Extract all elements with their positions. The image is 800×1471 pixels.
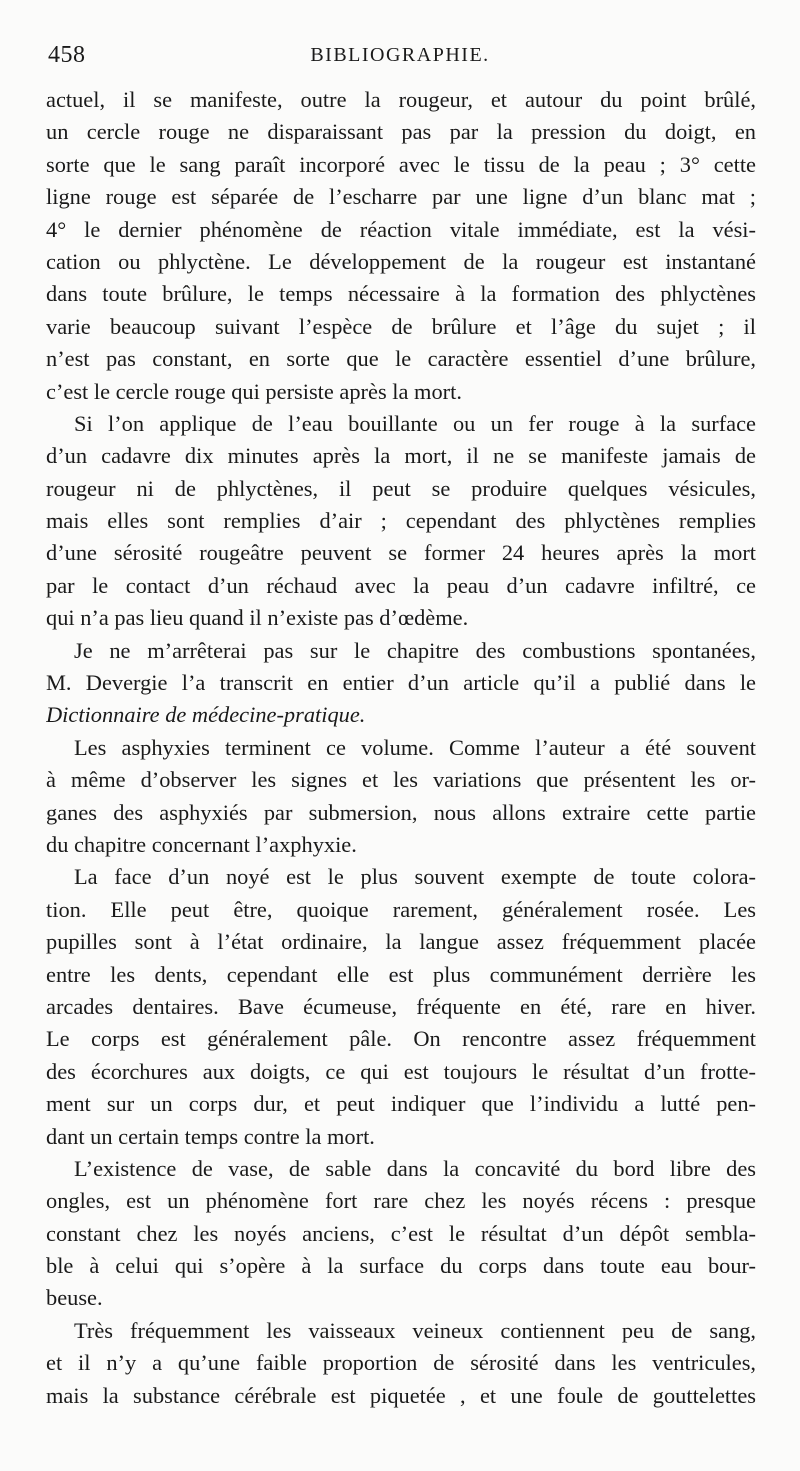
text-line: arcades dentaires. Bave écumeuse, fréquente en été, rare en hiver. [46,993,756,1019]
text-line: L’existence de vase, de sable dans la concavité du bord libre des [74,1155,756,1181]
text-line: d’un cadavre dix minutes après la mort, il ne se manifeste jamais de [46,443,756,469]
text-line: La face d’un noyé est le plus souvent exempte de toute colora- [74,864,756,890]
text-line: beuse. [46,1285,103,1311]
text-line: 4° le dernier phénomène de réaction vitale immédiate, est la vési- [46,216,756,242]
text-line: pupilles sont à l’état ordinaire, la langue assez fréquemment placée [46,929,756,955]
text-line: à même d’observer les signes et les variations que présentent les or- [46,767,756,793]
text-line: un cercle rouge ne disparaissant pas par la pression du doigt, en [46,119,756,145]
paragraph [46,408,756,635]
text-line: mais elles sont remplies d’air ; cependant des phlyctènes remplies [46,508,756,534]
page-number: 458 [48,42,86,68]
text-line: varie beaucoup suivant l’espèce de brûlure et l’âge du sujet ; il [46,313,756,339]
text-line: dans toute brûlure, le temps nécessaire à la formation des phlyctènes [46,281,756,307]
page-header [44,42,756,76]
paragraph [46,861,756,1153]
text-line: du chapitre concernant l’axphyxie. [46,831,357,857]
text-line: constant chez les noyés anciens, c’est le résultat d’un dépôt sembla- [46,1220,756,1246]
text-line: cation ou phlyctène. Le développement de la rougeur est instantané [46,248,756,274]
text-line: ment sur un corps dur, et peut indiquer que l’individu a lutté pen- [46,1091,756,1117]
text-line: Dictionnaire de médecine-pratique. [46,702,366,728]
paragraph [46,1153,756,1315]
text-line: qui n’a pas lieu quand il n’existe pas d’œdème. [46,605,469,631]
text-line: et il n’y a qu’une faible proportion de sérosité dans les ventricules, [46,1350,756,1376]
text-line: Le corps est généralement pâle. On rencontre assez fréquemment [46,1026,756,1052]
text-line: par le contact d’un réchaud avec la peau d’un cadavre infiltré, ce [46,572,756,598]
text-line: dant un certain temps contre la mort. [46,1123,375,1149]
text-line: Je ne m’arrêterai pas sur le chapitre des combustions spontanées, [74,637,756,663]
text-line: actuel, il se manifeste, outre la rougeur, et autour du point brûlé, [46,87,756,112]
text-line: Les asphyxies terminent ce volume. Comme l’auteur a été souvent [74,734,756,760]
text-line: Si l’on applique de l’eau bouillante ou un fer rouge à la surface [74,410,756,436]
text-line: mais la substance cérébrale est piquetée , et une foule de gouttelettes [46,1382,756,1408]
running-head: BIBLIOGRAPHIE. [310,44,490,66]
paragraph [46,1315,756,1412]
paragraph [46,84,756,408]
paragraph [46,732,756,862]
paragraph [46,635,756,732]
text-line: ble à celui qui s’opère à la surface du corps dans toute eau bour- [46,1253,756,1279]
text-line: M. Devergie l’a transcrit en entier d’un article qu’il a publié dans le [46,670,756,696]
text-line: entre les dents, cependant elle est plus communément derrière les [46,961,756,987]
text-line: tion. Elle peut être, quoique rarement, généralement rosée. Les [46,896,756,922]
text-line: n’est pas constant, en sorte que le caractère essentiel d’une brûlure, [46,346,756,372]
text-line: des écorchures aux doigts, ce qui est toujours le résultat d’un frotte- [46,1058,756,1084]
text-line: d’une sérosité rougeâtre peuvent se former 24 heures après la mort [46,540,756,566]
text-line: ganes des asphyxiés par submersion, nous allons extraire cette partie [46,799,756,825]
text-line: sorte que le sang paraît incorporé avec le tissu de la peau ; 3° cette [46,151,756,177]
text-line: ligne rouge est séparée de l’escharre par une ligne d’un blanc mat ; [46,184,756,210]
text-line: ongles, est un phénomène fort rare chez les noyés récens : presque [46,1188,756,1214]
body-text [46,84,756,1412]
text-line: Très fréquemment les vaisseaux veineux contiennent peu de sang, [74,1317,756,1343]
text-line: c’est le cercle rouge qui persiste après la mort. [46,378,462,404]
text-line: rougeur ni de phlyctènes, il peut se produire quelques vésicules, [46,475,756,501]
